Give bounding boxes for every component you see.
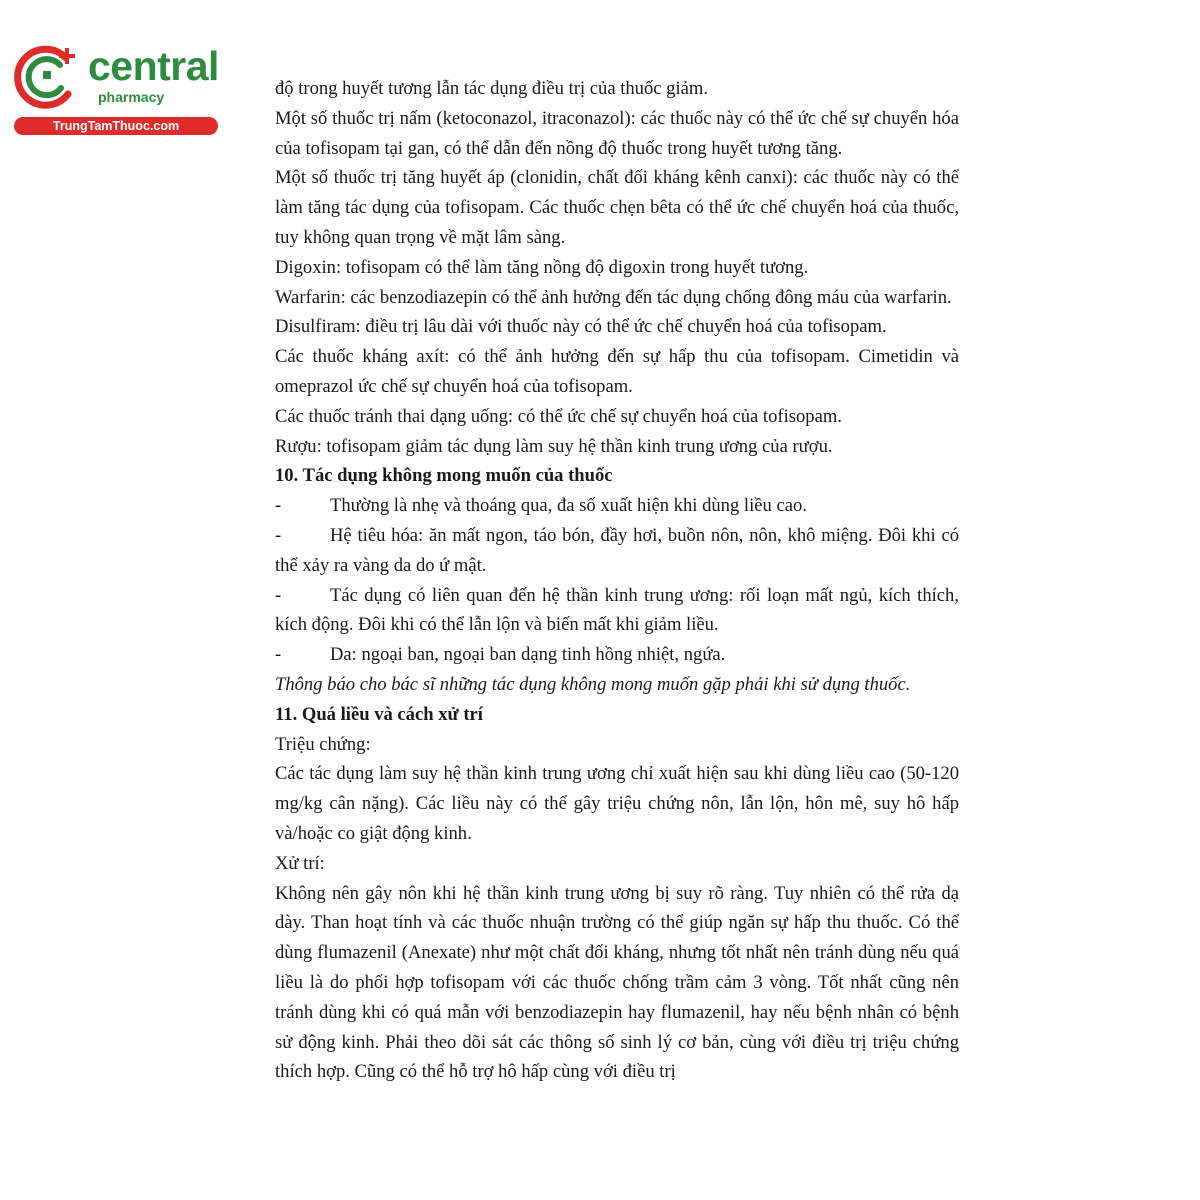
bullet-text: Hệ tiêu hóa: ăn mất ngon, táo bón, đầy hơi, buồn nôn, nôn, khô miệng. Đôi khi có thể xảy ra vàng da do ứ mật. <box>275 524 959 576</box>
paragraph: Disulfiram: điều trị lâu dài với thuốc này có thể ức chế chuyển hoá của tofisopam. <box>275 316 887 338</box>
logo-subtitle: pharmacy <box>98 89 165 105</box>
bullet-text: Tác dụng có liên quan đến hệ thần kinh trung ương: rối loạn mất ngủ, kích thích, kích động. Đôi khi có thể lẫn lộn và biến mất khi giảm liều. <box>275 584 959 636</box>
bullet-item <box>275 521 959 581</box>
doctor-notice: Thông báo cho bác sĩ những tác dụng không mong muốn gặp phải khi sử dụng thuốc. <box>275 673 911 695</box>
paragraph: Các thuốc kháng axít: có thể ảnh hưởng đến sự hấp thu của tofisopam. Cimetidin và omeprazol ức chế sự chuyển hoá của tofisopam. <box>275 346 959 397</box>
treatment-label: Xử trí: <box>275 852 325 874</box>
symptoms-label: Triệu chứng: <box>275 733 371 755</box>
treatment-text: Không nên gây nôn khi hệ thần kinh trung ương bị suy rõ ràng. Tuy nhiên có thể rửa dạ dày. Than hoạt tính và các thuốc nhuận trường có thể giúp ngăn sự hấp thu thuốc. Có thể dùng flumazenil (Anexate) như một chất đối kháng, nhưng tốt nhất nên tránh dùng nếu quá liều là do phối hợp tofisopam với các thuốc chống trầm cảm 3 vòng. Tốt nhất cũng nên tránh dùng khi có quá mẫn với benzodiazepin hay flumazenil, hay nếu bệnh nhân có bệnh sử động kinh. Phải theo dõi sát các thông số sinh lý cơ bản, cùng với điều trị triệu chứng thích hợp. Cũng có thể hỗ trợ hô hấp cùng với điều trị <box>275 882 959 1083</box>
paragraph: độ trong huyết tương lẫn tác dụng điều trị của thuốc giảm. <box>275 78 709 99</box>
pharmacy-c-icon <box>10 38 88 116</box>
logo-name: central <box>88 43 219 89</box>
bullet-item <box>275 640 959 670</box>
bullet-dash: - <box>275 524 282 546</box>
paragraph: Các thuốc tránh thai dạng uống: có thể ức chế sự chuyển hoá của tofisopam. <box>275 405 842 427</box>
paragraph: Rượu: tofisopam giảm tác dụng làm suy hệ thần kinh trung ương của rượu. <box>275 435 833 457</box>
document-body <box>275 74 959 1087</box>
paragraph: Warfarin: các benzodiazepin có thể ảnh hưởng đến tác dụng chống đông máu của warfarin. <box>275 286 952 308</box>
bullet-item <box>275 491 959 521</box>
paragraph: Một số thuốc trị tăng huyết áp (clonidin, chất đối kháng kênh canxi): các thuốc này có thể làm tăng tác dụng của tofisopam. Các thuốc chẹn bêta có thể ức chế chuyển hoá của thuốc, tuy không quan trọng về mặt lâm sàng. <box>275 167 959 248</box>
central-pharmacy-logo[interactable] <box>10 38 219 138</box>
bullet-item <box>275 581 959 641</box>
section-10-heading: 10. Tác dụng không mong muốn của thuốc <box>275 465 613 487</box>
symptoms-text: Các tác dụng làm suy hệ thần kinh trung ương chỉ xuất hiện sau khi dùng liều cao (50-120 mg/kg cân nặng). Các liều này có thể gây triệu chứng nôn, lẫn lộn, hôn mê, suy hô hấp và/hoặc co giật động kinh. <box>275 763 959 844</box>
logo-website-banner[interactable]: TrungTamThuoc.com <box>14 117 218 135</box>
bullet-dash: - <box>275 495 282 517</box>
bullet-dash: - <box>275 644 282 666</box>
section-11-heading: 11. Quá liều và cách xử trí <box>275 703 483 725</box>
paragraph: Một số thuốc trị nấm (ketoconazol, itraconazol): các thuốc này có thể ức chế sự chuyển hóa của tofisopam tại gan, có thể dẫn đến nồng độ thuốc trong huyết tương tăng. <box>275 107 959 159</box>
bullet-text: Thường là nhẹ và thoáng qua, đa số xuất hiện khi dùng liều cao. <box>330 495 807 517</box>
paragraph: Digoxin: tofisopam có thể làm tăng nồng độ digoxin trong huyết tương. <box>275 256 809 278</box>
bullet-text: Da: ngoại ban, ngoại ban dạng tinh hồng nhiệt, ngứa. <box>330 644 726 666</box>
bullet-dash: - <box>275 584 282 606</box>
